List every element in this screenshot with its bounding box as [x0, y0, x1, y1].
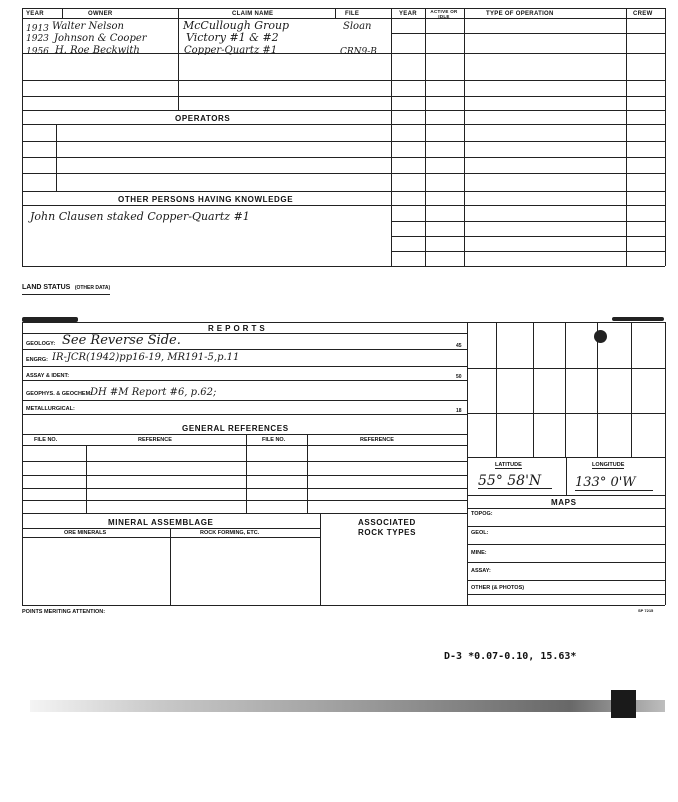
maps-topog-label: TOPOG:: [471, 511, 493, 517]
header-file: FILE: [345, 11, 360, 17]
other-persons-title: OTHER PERSONS HAVING KNOWLEDGE: [118, 195, 294, 204]
operators-title: OPERATORS: [175, 114, 231, 123]
engrg-value: IR-JCR(1942)pp16-19, MR191-5,p.11: [52, 352, 240, 363]
header-owner: OWNER: [88, 11, 113, 17]
report-number-45: 45: [456, 343, 462, 349]
ref-col-reference-2: REFERENCE: [360, 437, 394, 443]
ref-col-file-no-1: FILE NO.: [34, 437, 58, 443]
latitude-label: LATITUDE: [495, 462, 522, 468]
maps-other-label: OTHER (& PHOTOS): [471, 585, 525, 591]
engrg-label: ENGRG:: [26, 357, 48, 363]
scan-black-mark: [611, 690, 636, 718]
row-2-owner: Johnson & Cooper: [54, 33, 147, 44]
assay-ident-label: ASSAY & IDENT:: [26, 373, 70, 379]
row-2-claim: Victory #1 & #2: [186, 31, 279, 44]
longitude-label: LONGITUDE: [592, 462, 625, 468]
general-references-title: GENERAL REFERENCES: [182, 424, 289, 433]
row-3-file: CRN9-B: [340, 47, 377, 57]
row-3-owner: H. Roe Beckwith: [55, 45, 140, 56]
row-1-year: 1913: [26, 24, 49, 34]
row-1-file: Sloan: [343, 21, 372, 32]
stamp-text: D-3 *0.07-0.10, 15.63*: [444, 651, 577, 662]
header-type-of-operation: TYPE OF OPERATION: [486, 11, 554, 17]
metallurgical-label: METALLURGICAL:: [26, 406, 75, 412]
geology-value: See Reverse Side.: [62, 333, 181, 348]
longitude-value: 133° 0'W: [575, 475, 636, 490]
row-3-year: 1956: [26, 47, 49, 57]
location-dot-icon: [594, 330, 607, 343]
maps-assay-label: ASSAY:: [471, 568, 491, 574]
maps-mine-label: MINE:: [471, 550, 487, 556]
report-number-50: 50: [456, 374, 462, 380]
reports-title: REPORTS: [208, 324, 268, 333]
geology-label: GEOLOGY:: [26, 341, 56, 347]
header-active-or-idle: ACTIVE OR IDLE: [430, 9, 458, 19]
header-year-2: YEAR: [399, 11, 417, 17]
report-number-18: 18: [456, 408, 462, 414]
row-1-claim: McCullough Group: [183, 19, 290, 32]
points-meriting-label: POINTS MERITING ATTENTION:: [22, 609, 106, 615]
header-crew: CREW: [633, 11, 653, 17]
latitude-value: 55° 58'N: [478, 473, 542, 489]
geophys-geochem-label: GEOPHYS. & GEOCHEM:: [26, 391, 93, 397]
ref-col-file-no-2: FILE NO.: [262, 437, 286, 443]
geophys-value: DH #M Report #6, p.62;: [90, 387, 217, 398]
ref-col-reference-1: REFERENCE: [138, 437, 172, 443]
row-3-claim: Copper-Quartz #1: [184, 45, 278, 56]
maps-geol-label: GEOL:: [471, 530, 489, 536]
row-1-owner: Walter Nelson: [52, 21, 124, 32]
land-status-label: LAND STATUS (OTHER DATA): [22, 276, 110, 295]
rock-forming-header: ROCK FORMING, ETC.: [200, 530, 260, 536]
other-persons-note: John Clausen staked Copper-Quartz #1: [30, 210, 250, 223]
header-claim-name: CLAIM NAME: [232, 11, 274, 17]
maps-title: MAPS: [551, 498, 577, 507]
rock-types-label: ROCK TYPES: [358, 528, 417, 537]
header-year: YEAR: [26, 11, 44, 17]
associated-label: ASSOCIATED: [358, 518, 416, 527]
form-number: SP 7215: [638, 608, 654, 613]
ore-minerals-header: ORE MINERALS: [64, 530, 107, 536]
row-2-year: 1923: [26, 34, 49, 44]
scan-smudge-band: [30, 700, 665, 712]
mineral-assemblage-title: MINERAL ASSEMBLAGE: [108, 518, 214, 527]
